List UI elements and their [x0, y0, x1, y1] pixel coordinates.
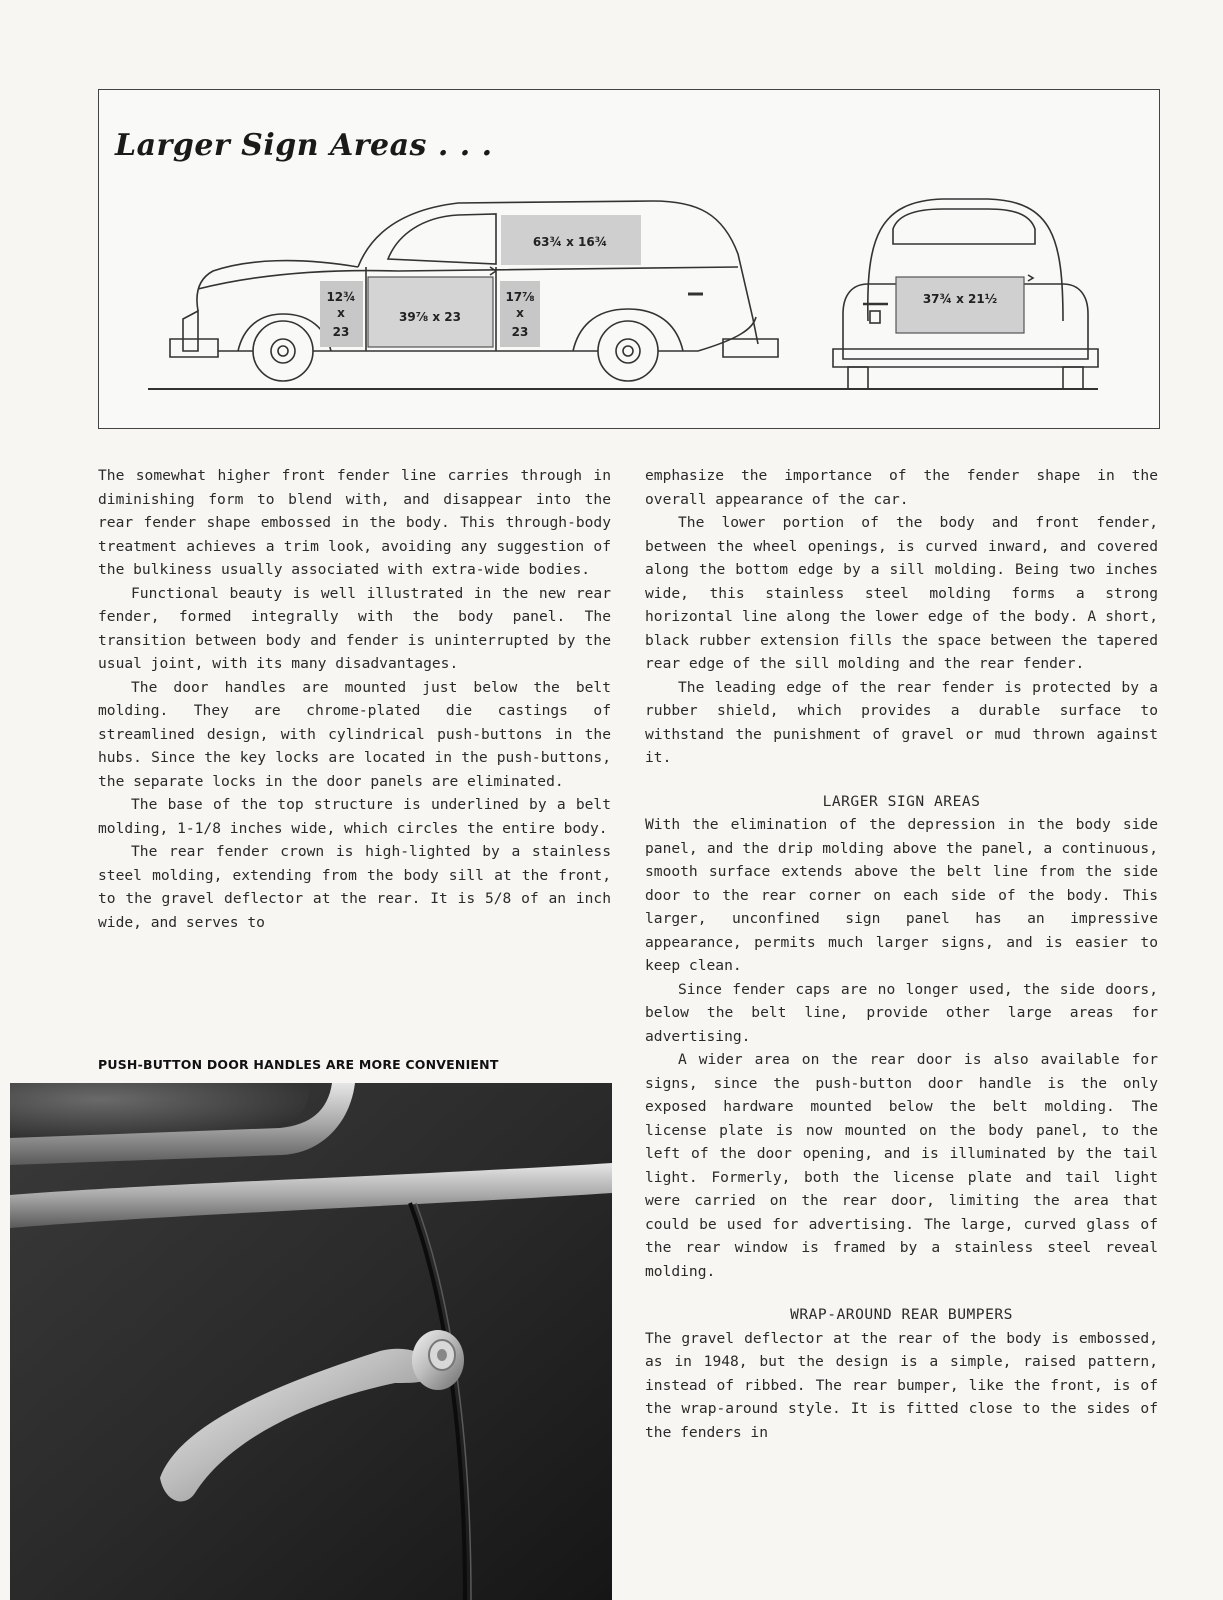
label-upper-panel: 63¾ x 16¾: [532, 235, 608, 249]
paragraph: emphasize the importance of the fender shape in the overall appearance of the car.: [645, 467, 1158, 508]
right-text-column: [645, 464, 1158, 1444]
door-handle-photo: [10, 1083, 612, 1600]
paragraph: With the elimination of the depression in the body side panel, and the drip molding above the panel, a continuous, smooth surface extends above the belt line from the side door to the rear corner on each side of the body. This larger, unconfined sign panel has an impressive appearance, permits much larger signs, and is easier to keep clean.: [645, 816, 1158, 974]
sign-areas-diagram: [98, 89, 1160, 429]
paragraph: Since fender caps are no longer used, the side doors, below the belt line, provide other large areas for advertising.: [645, 980, 1158, 1045]
label-front-fender-den: 23: [332, 325, 350, 339]
label-rear-fender-num: 17⅞: [505, 290, 535, 304]
paragraph: The gravel deflector at the rear of the body is embossed, as in 1948, but the design is a simple, raised pattern, instead of ribbed. The rear bumper, like the front, is of the wrap-around style. It is fitted close to the sides of the fenders in: [645, 1329, 1158, 1441]
front-wheel: [253, 321, 313, 381]
section-heading: LARGER SIGN AREAS: [822, 792, 981, 810]
paragraph: The somewhat higher front fender line carries through in diminishing form to blend with, and disappear into the rear fender shape embossed in the body. This through-body treatment achieves a trim look, avoiding any suggestion of the bulkiness usually associated with extra-wide bodies.: [98, 467, 611, 578]
paragraph: A wider area on the rear door is also available for signs, since the push-button door handle is the only exposed hardware mounted below the belt molding. The license plate is now mounted on the body panel, to the left of the door opening, and is illuminated by the tail light. Formerly, both the license plate and tail light were carried on the rear door, limiting the area that could be used for advertising. The large, curved glass of the rear window is framed by a stainless steel reveal molding.: [645, 1051, 1158, 1280]
left-text-column: [98, 464, 611, 934]
paragraph: Functional beauty is well illustrated in the new rear fender, formed integrally with the body panel. The transition between body and fender is uninterrupted by the usual joint, with its many disadvantages.: [98, 584, 611, 672]
label-front-fender-x: x: [337, 306, 345, 320]
paragraph: The door handles are mounted just below the belt molding. They are chrome-plated die castings of streamlined design, with cylindrical push-buttons in the hubs. Since the key locks are located in the push-buttons, the separate locks in the door panels are eliminated.: [98, 678, 611, 790]
label-rear-fender-den: 23: [511, 325, 529, 339]
paragraph: The leading edge of the rear fender is protected by a rubber shield, which provides a durable surface to withstand the punishment of gravel or mud thrown against it.: [645, 678, 1158, 766]
diagram-title: Larger Sign Areas . . .: [115, 128, 493, 163]
paragraph: The rear fender crown is high-lighted by a stainless steel molding, extending from the body sill at the front, to the gravel deflector at the rear. It is 5/8 of an inch wide, and serves to: [98, 843, 611, 931]
section-heading: WRAP-AROUND REAR BUMPERS: [790, 1306, 1013, 1323]
paragraph: The base of the top structure is underlined by a belt molding, 1-1/8 inches wide, which circles the entire body.: [98, 796, 611, 837]
paragraph: The lower portion of the body and front fender, between the wheel openings, is curved inward, and covered along the bottom edge by a sill molding. Being two inches wide, this stainless steel molding forms a strong horizontal line along the lower edge of the body. A short, black rubber extension fills the space between the tapered rear edge of the sill molding and the rear fender.: [645, 514, 1158, 672]
label-rear-fender-x: x: [516, 306, 524, 320]
label-side-door: 39⅞ x 23: [399, 310, 461, 324]
label-front-fender-num: 12¾: [326, 290, 356, 304]
label-rear-door: 37¾ x 21½: [922, 292, 998, 306]
photo-caption: PUSH-BUTTON DOOR HANDLES ARE MORE CONVENIENT: [98, 1057, 499, 1072]
rear-wheel: [598, 321, 658, 381]
